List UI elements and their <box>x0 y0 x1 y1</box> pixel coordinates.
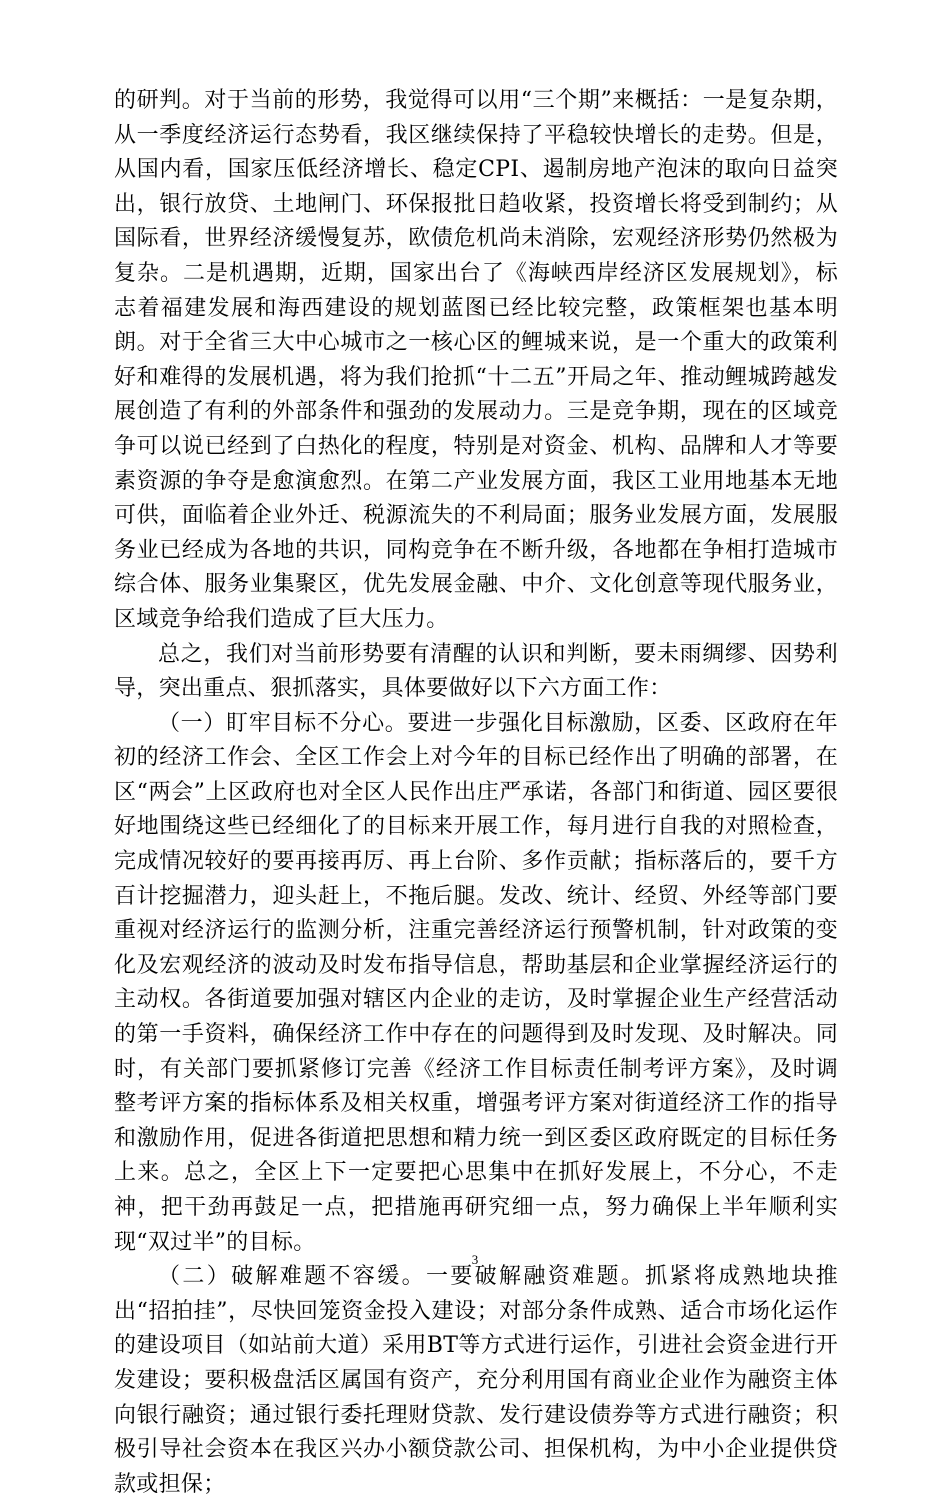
paragraph-task-two: （二）破解难题不容缓。一要破解融资难题。抓紧将成熟地块推出“招拍挂”，尽快回笼资金投入建设；对部分条件成熟、适合市场化运作的建设项目（如站前大道）采用BT等方式进行运作，引进社会资金进行开发建设；要积极盘活区属国有资产，充分利用国有商业企业作为融资主体向银行融资；通过银行委托理财贷款、发行建设债券等方式进行融资；积极引导社会资本在我区兴办小额贷款公司、担保机构，为中小企业提供贷款或担保； <box>114 1264 838 1497</box>
paragraph-summary: 总之，我们对当前形势要有清醒的认识和判断，要未雨绸缪、因势利导，突出重点、狠抓落实，具体要做好以下六方面工作： <box>114 641 838 702</box>
document-body <box>114 84 838 1502</box>
paragraph-task-one: （一）盯牢目标不分心。要进一步强化目标激励，区委、区政府在年初的经济工作会、全区工作会上对今年的目标已经作出了明确的部署，在区“两会”上区政府也对全区人民作出庄严承诺，各部门和街道、园区要很好地围绕这些已经细化了的目标来开展工作，每月进行自我的对照检查，完成情况较好的要再接再厉、再上台阶、多作贡献；指标落后的，要千方百计挖掘潜力，迎头赶上，不拖后腿。发改、统计、经贸、外经等部门要重视对经济运行的监测分析，注重完善经济运行预警机制，针对政策的变化及宏观经济的波动及时发布指导信息，帮助基层和企业掌握经济运行的主动权。各街道要加强对辖区内企业的走访，及时掌握企业生产经营活动的第一手资料，确保经济工作中存在的问题得到及时发现、及时解决。同时，有关部门要抓紧修订完善《经济工作目标责任制考评方案》，及时调整考评方案的指标体系及相关权重，增强考评方案对街道经济工作的指导和激励作用，促进各街道把思想和精力统一到区委区政府既定的目标任务上来。总之，全区上下一定要把心思集中在抓好发展上，不分心，不走神，把干劲再鼓足一点，把措施再研究细一点，努力确保上半年顺利实现“双过半”的目标。 <box>114 710 838 1255</box>
paragraph-situation-analysis: 的研判。对于当前的形势，我觉得可以用“三个期”来概括：一是复杂期，从一季度经济运行态势看，我区继续保持了平稳较快增长的走势。但是，从国内看，国家压低经济增长、稳定CPI、遏制房地产泡沫的取向日益突出，银行放贷、土地闸门、环保报批日趋收紧，投资增长将受到制约；从国际看，世界经济缓慢复苏，欧债危机尚未消除，宏观经济形势仍然极为复杂。二是机遇期，近期，国家出台了《海峡西岸经济区发展规划》，标志着福建发展和海西建设的规划蓝图已经比较完整，政策框架也基本明朗。对于全省三大中心城市之一核心区的鲤城来说，是一个重大的政策利好和难得的发展机遇，将为我们抢抓“十二五”开局之年、推动鲤城跨越发展创造了有利的外部条件和强劲的发展动力。三是竞争期，现在的区域竞争可以说已经到了白热化的程度，特别是对资金、机构、品牌和人才等要素资源的争夺是愈演愈烈。在第二产业发展方面，我区工业用地基本无地可供，面临着企业外迁、税源流失的不利局面；服务业发展方面，发展服务业已经成为各地的共识，同构竞争在不断升级，各地都在争相打造城市综合体、服务业集聚区，优先发展金融、中介、文化创意等现代服务业，区域竞争给我们造成了巨大压力。 <box>114 88 838 632</box>
page-number: 3 <box>471 1252 479 1267</box>
